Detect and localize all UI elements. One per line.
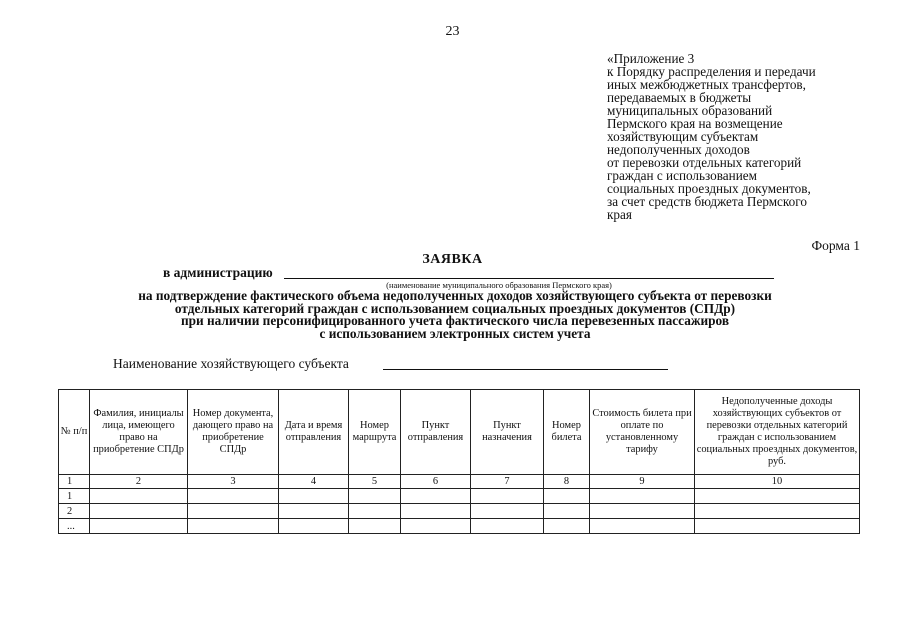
appendix-line: к Порядку распределения и передачи <box>607 64 816 79</box>
appendix-line: иных межбюджетных трансфертов, <box>607 77 806 92</box>
header-cell: № п/п <box>59 390 90 475</box>
admin-hint: (наименование муниципального образования Пермского края) <box>386 280 612 290</box>
table-row <box>59 504 860 519</box>
table-row <box>59 519 860 534</box>
header-cell: Номер маршрута <box>349 390 401 475</box>
table-cell[interactable] <box>349 504 401 519</box>
table-cell[interactable] <box>90 489 188 504</box>
table-cell[interactable] <box>90 519 188 534</box>
header-cell: Номер документа, дающего право на приобретение СПДр <box>188 390 279 475</box>
subtitle-line: с использованием электронных систем учета <box>319 325 591 341</box>
table-cell[interactable] <box>188 519 279 534</box>
table-cell[interactable] <box>401 489 471 504</box>
table-cell[interactable] <box>590 519 695 534</box>
row-number: 2 <box>59 504 90 519</box>
admin-line-label: в администрацию <box>163 265 273 280</box>
form-label: Форма 1 <box>811 238 860 253</box>
table-cell[interactable] <box>188 504 279 519</box>
appendix-line: муниципальных образований <box>607 103 773 118</box>
table-cell[interactable] <box>349 519 401 534</box>
table-cell[interactable] <box>188 489 279 504</box>
page-number: 23 <box>445 24 460 39</box>
appendix-line: Пермского края на возмещение <box>607 116 783 131</box>
header-cell: Фамилия, инициалы лица, имеющего право на приобретение СПДр <box>90 390 188 475</box>
column-number: 9 <box>590 475 695 489</box>
header-cell: Недополученные доходы хозяйствующих субъектов от перевозки отдельных категорий граждан с использованием социальных проездных документов, руб. <box>695 390 860 475</box>
table-cell[interactable] <box>544 489 590 504</box>
appendix-line: края <box>607 207 632 222</box>
header-cell: Пункт назначения <box>471 390 544 475</box>
table-cell[interactable] <box>590 504 695 519</box>
table-cell[interactable] <box>695 504 860 519</box>
table-cell[interactable] <box>90 504 188 519</box>
appendix-line: передаваемых в бюджеты <box>607 90 752 105</box>
column-number: 6 <box>401 475 471 489</box>
entity-name-label: Наименование хозяйствующего субъекта <box>113 356 349 371</box>
table-cell[interactable] <box>279 519 349 534</box>
table-cell[interactable] <box>279 504 349 519</box>
column-number: 4 <box>279 475 349 489</box>
table-cell[interactable] <box>544 504 590 519</box>
table-row <box>59 489 860 504</box>
appendix-line: хозяйствующим субъектам <box>607 129 759 144</box>
appendix-line: недополученных доходов <box>607 142 750 157</box>
main-table <box>58 389 860 534</box>
header-cell: Номер билета <box>544 390 590 475</box>
table-cell[interactable] <box>279 489 349 504</box>
row-number: 1 <box>59 489 90 504</box>
table-cell[interactable] <box>544 519 590 534</box>
row-number: ... <box>59 519 90 534</box>
column-number: 2 <box>90 475 188 489</box>
appendix-line: граждан с использованием <box>607 168 757 183</box>
subtitle-line: при наличии персонифицированного учета фактического числа перевезенных пассажиров <box>180 313 730 329</box>
appendix-line: «Приложение 3 <box>607 51 695 66</box>
appendix-heading <box>607 52 867 221</box>
table-cell[interactable] <box>471 504 544 519</box>
table-cell[interactable] <box>590 489 695 504</box>
table-cell[interactable] <box>401 519 471 534</box>
appendix-line: за счет средств бюджета Пермского <box>607 194 807 209</box>
document-subtitle <box>60 290 850 340</box>
table-cell[interactable] <box>471 489 544 504</box>
entity-fill-line <box>383 369 668 370</box>
appendix-line: социальных проездных документов, <box>607 181 811 196</box>
column-number: 8 <box>544 475 590 489</box>
subtitle-line: отдельных категорий граждан с использованием социальных проездных документов (СПДр) <box>174 300 736 316</box>
header-cell: Стоимость билета при оплате по установленному тарифу <box>590 390 695 475</box>
table-cell[interactable] <box>471 519 544 534</box>
column-number: 7 <box>471 475 544 489</box>
header-cell: Пункт отправления <box>401 390 471 475</box>
column-number: 10 <box>695 475 860 489</box>
subtitle-line: на подтверждение фактического объема недополученных доходов хозяйствующего субъекта от перевозки <box>138 288 772 303</box>
table-cell[interactable] <box>695 489 860 504</box>
table-cell[interactable] <box>349 489 401 504</box>
column-number: 5 <box>349 475 401 489</box>
column-number: 3 <box>188 475 279 489</box>
document-title: ЗАЯВКА <box>422 252 483 267</box>
table-cell[interactable] <box>401 504 471 519</box>
column-number-row <box>59 475 860 489</box>
header-cell: Дата и время отправления <box>279 390 349 475</box>
table-cell[interactable] <box>695 519 860 534</box>
column-number: 1 <box>59 475 90 489</box>
appendix-line: от перевозки отдельных категорий <box>607 155 802 170</box>
header-row <box>59 390 860 475</box>
admin-fill-line <box>284 278 774 279</box>
